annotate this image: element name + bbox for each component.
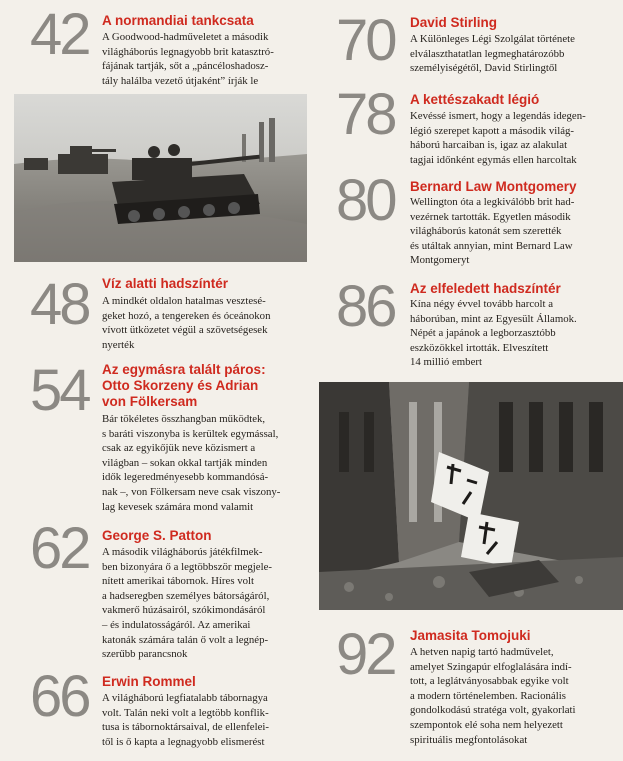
article-title[interactable]: George S. Patton bbox=[102, 528, 212, 543]
tank-photo bbox=[14, 94, 307, 262]
article-summary: A világháború legfiatalabb tábornagya volt. Talán neki volt a legtöbb konflik- tusa is tábornoktársaival, de ellenfelei- től is ő kapta a legnagyobb elismerést bbox=[102, 692, 269, 748]
article-title[interactable]: Erwin Rommel bbox=[102, 674, 196, 689]
article-title[interactable]: Bernard Law Montgomery bbox=[410, 179, 577, 194]
page-number: 66 bbox=[30, 664, 89, 729]
article-summary: A Goodwood-hadműveletet a második világháborús legnagyobb brit katasztró- fájának tartják, sőt a „páncéloshadosz- tály halálba vezető útjaként” írják le bbox=[102, 31, 274, 87]
page-number: 80 bbox=[336, 168, 395, 233]
article-summary: Kína négy évvel tovább harcolt a háborúban, mint az Egyesült Államok. Népét a japánok a legborzasztóbb eszközökkel irtották. Elveszített 14 millió embert bbox=[410, 298, 577, 369]
page-number: 62 bbox=[30, 516, 89, 581]
article-title[interactable]: Az elfeledett hadszíntér bbox=[410, 281, 561, 296]
page-number: 70 bbox=[336, 8, 395, 73]
article-summary: A mindkét oldalon hatalmas vesztesé- geket hozó, a tengereken és óceánokon vívott ütközetet végül a szövetségesek nyerték bbox=[102, 295, 271, 351]
page-number: 86 bbox=[336, 274, 395, 339]
page-number: 54 bbox=[30, 358, 89, 423]
article-title-line3[interactable]: von Fölkersam bbox=[102, 394, 198, 409]
article-summary: Bár tökéletes összhangban működtek, s baráti viszonyba is kerültek egymással, csak az egyikőjük neve közismert a világban – sokan okkal tartják minden idők legeredményesebb kommandósá- nak –, von Fölkersam neve csak viszony- lag kevesek számára mond valamit bbox=[102, 413, 281, 513]
article-title[interactable]: A normandiai tankcsata bbox=[102, 13, 254, 28]
article-title[interactable]: Víz alatti hadszíntér bbox=[102, 276, 229, 291]
article-title[interactable]: David Stirling bbox=[410, 15, 498, 30]
article-title-line2[interactable]: Otto Skorzeny és Adrian bbox=[102, 378, 259, 393]
article-title[interactable]: Jamasita Tomojuki bbox=[410, 628, 531, 643]
article-title[interactable]: Az egymásra talált páros: bbox=[102, 362, 266, 377]
ruined-street-photo bbox=[319, 382, 623, 610]
page-number: 42 bbox=[30, 2, 89, 67]
page-number: 78 bbox=[336, 82, 395, 147]
article-summary: Wellington óta a legkiválóbb brit had- vezérnek tartották. Egyetlen második világháborús katonát sem szerették és utáltak annyian, mint Bernard Law Montgomeryt bbox=[410, 196, 575, 267]
article-summary: A hetven napig tartó hadművelet, amelyet Szingapúr elfoglalására indí- tott, a leglátványosabbak egyike volt a modern történelemben. Racionális gondolkodású stratéga volt, gyakorlati szempontok elé soha nem helyezett spirituális megfontolásokat bbox=[410, 646, 576, 746]
page-number: 92 bbox=[336, 622, 395, 687]
article-summary: A Különleges Légi Szolgálat története elválaszthatatlan legmeghatározóbb személyiségétől, David Stirlingtől bbox=[410, 33, 575, 75]
article-summary: Kevéssé ismert, hogy a legendás idegen- légió szerepet kapott a második világ- háború harcaiban is, igaz az alakulat tagjai időnként egymás ellen harcoltak bbox=[410, 110, 586, 166]
article-title[interactable]: A kettészakadt légió bbox=[410, 92, 540, 107]
page-number: 48 bbox=[30, 272, 89, 337]
article-summary: A második világháborús játékfilmek- ben bizonyára ő a legtöbbször megjele- nített amerikai tábornok. Híres volt a hadseregben személyes bátorságáról, vakmerő húzásairól, szókimondásáról – és indulatosságáról. Az amerikai katonák számára talán ő volt a legnép- szerűbb parancsnok bbox=[102, 546, 272, 661]
